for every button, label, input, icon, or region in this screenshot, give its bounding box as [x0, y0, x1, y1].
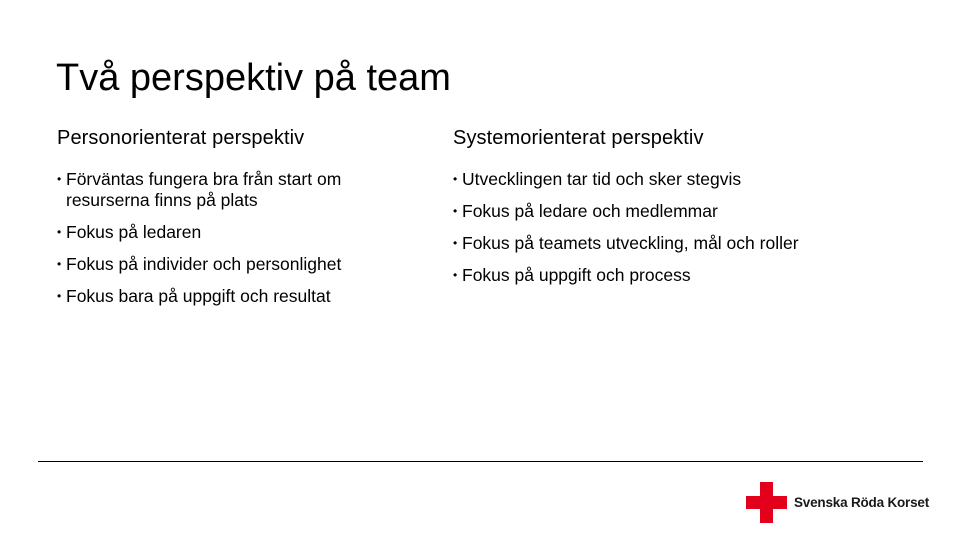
footer-logo — [746, 482, 929, 523]
bullet-dot-icon: • — [453, 268, 458, 282]
bullet-item — [57, 286, 417, 307]
right-column — [453, 126, 833, 297]
red-cross-icon — [746, 482, 787, 523]
bullet-text: Fokus på uppgift och process — [462, 265, 691, 285]
bullet-dot-icon: • — [57, 225, 62, 239]
left-bullet-list — [57, 169, 417, 307]
bullet-dot-icon: • — [57, 257, 62, 271]
bullet-text: Förväntas fungera bra från start om resurserna finns på plats — [66, 169, 342, 210]
bullet-dot-icon: • — [453, 172, 458, 186]
bullet-item — [453, 265, 833, 286]
bullet-text: Fokus på ledaren — [66, 222, 202, 242]
bullet-item — [57, 222, 417, 243]
bullet-dot-icon: • — [453, 236, 458, 250]
left-column — [57, 126, 417, 318]
right-column-heading: Systemorienterat perspektiv — [453, 127, 704, 149]
bullet-text: Fokus bara på uppgift och resultat — [66, 286, 331, 306]
right-bullet-list — [453, 169, 833, 286]
bullet-item — [453, 201, 833, 222]
bullet-dot-icon: • — [57, 172, 62, 186]
bullet-item — [453, 233, 833, 254]
bullet-dot-icon: • — [453, 204, 458, 218]
bullet-item — [453, 169, 833, 190]
bullet-item — [57, 254, 417, 275]
bullet-text: Fokus på teamets utveckling, mål och roller — [462, 233, 799, 253]
logo-text: Svenska Röda Korset — [794, 495, 930, 510]
bullet-dot-icon: • — [57, 289, 62, 303]
bullet-text: Fokus på ledare och medlemmar — [462, 201, 718, 221]
bullet-item — [57, 169, 417, 211]
bullet-text: Fokus på individer och personlighet — [66, 254, 342, 274]
left-column-heading: Personorienterat perspektiv — [57, 127, 305, 149]
slide-title: Två perspektiv på team — [56, 57, 451, 99]
footer-divider — [38, 461, 923, 462]
bullet-text: Utvecklingen tar tid och sker stegvis — [462, 169, 742, 189]
